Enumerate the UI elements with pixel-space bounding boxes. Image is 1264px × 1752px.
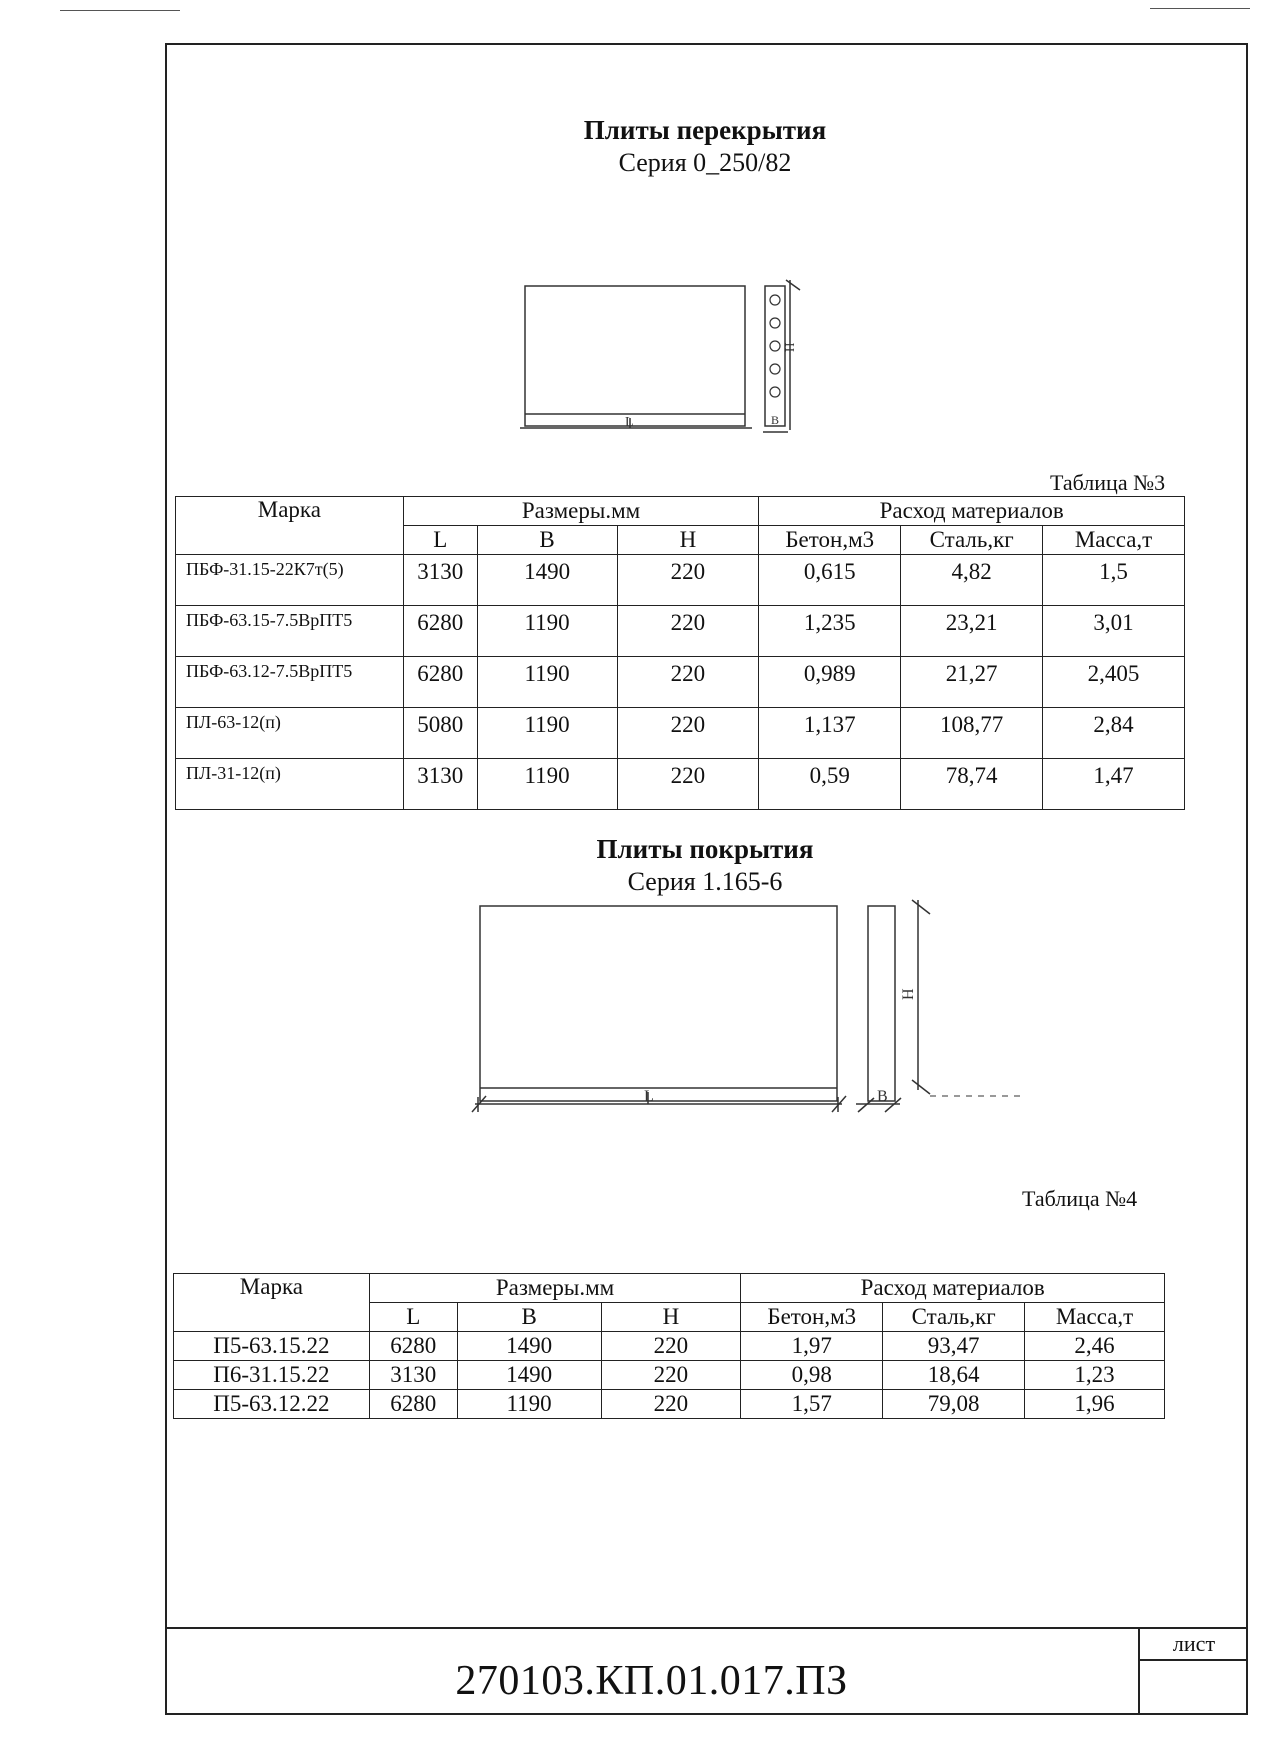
cell-l: 6280 <box>369 1390 457 1419</box>
table-row <box>174 1361 1165 1390</box>
cell-mark: П6-31.15.22 <box>174 1361 370 1390</box>
dim-label-l2: L <box>644 1088 654 1105</box>
cell-h: 220 <box>601 1390 741 1419</box>
cell-l: 6280 <box>369 1332 457 1361</box>
cell-mark: П5-63.12.22 <box>174 1390 370 1419</box>
header-dims-group: Размеры.мм <box>369 1274 741 1303</box>
header-dims-group: Размеры.мм <box>403 497 759 526</box>
slab-front-view-2 <box>480 906 837 1101</box>
header-steel: Сталь,кг <box>901 526 1043 555</box>
cell-b: 1190 <box>477 657 617 708</box>
cell-concrete: 0,989 <box>759 657 901 708</box>
header-mark: Марка <box>176 497 404 555</box>
section2-series: Серия 1.165-6 <box>627 867 783 896</box>
table-4 <box>173 1273 1165 1419</box>
cell-h: 220 <box>617 759 759 810</box>
dim-label-b1: B <box>771 413 780 427</box>
header-l: L <box>403 526 477 555</box>
cell-b: 1490 <box>457 1361 601 1390</box>
cell-l: 5080 <box>403 708 477 759</box>
cell-b: 1490 <box>477 555 617 606</box>
cell-mass: 1,96 <box>1025 1390 1165 1419</box>
slab-side-view-2 <box>868 906 895 1101</box>
cell-steel: 93,47 <box>883 1332 1025 1361</box>
cell-concrete: 1,97 <box>741 1332 883 1361</box>
sheet-label: лист <box>1140 1629 1248 1661</box>
table4-caption: Таблица №4 <box>1022 1186 1138 1211</box>
header-l: L <box>369 1303 457 1332</box>
cell-steel: 78,74 <box>901 759 1043 810</box>
cell-steel: 21,27 <box>901 657 1043 708</box>
cell-mass: 2,84 <box>1043 708 1185 759</box>
dim-label-l1: L <box>625 415 634 430</box>
header-mass: Масса,т <box>1025 1303 1165 1332</box>
cell-mass: 3,01 <box>1043 606 1185 657</box>
table-row <box>174 1390 1165 1419</box>
dim-label-b2: B <box>877 1088 888 1105</box>
cell-l: 3130 <box>403 555 477 606</box>
cell-l: 3130 <box>403 759 477 810</box>
cell-mark: ПБФ-63.12-7.5ВрПТ5 <box>176 657 404 708</box>
header-h: H <box>601 1303 741 1332</box>
cell-h: 220 <box>601 1332 741 1361</box>
cell-mark: ПБФ-63.15-7.5ВрПТ5 <box>176 606 404 657</box>
cell-b: 1190 <box>477 606 617 657</box>
section1-title: Плиты перекрытия <box>583 115 827 145</box>
header-materials-group: Расход материалов <box>741 1274 1165 1303</box>
cell-mark: П5-63.15.22 <box>174 1332 370 1361</box>
cell-mass: 1,47 <box>1043 759 1185 810</box>
cell-b: 1190 <box>477 708 617 759</box>
cell-b: 1190 <box>457 1390 601 1419</box>
cell-l: 3130 <box>369 1361 457 1390</box>
cell-mark: ПЛ-31-12(п) <box>176 759 404 810</box>
cell-h: 220 <box>617 606 759 657</box>
cell-steel: 23,21 <box>901 606 1043 657</box>
cell-h: 220 <box>601 1361 741 1390</box>
cell-h: 220 <box>617 555 759 606</box>
cell-h: 220 <box>617 708 759 759</box>
cell-mass: 2,405 <box>1043 657 1185 708</box>
cell-steel: 108,77 <box>901 708 1043 759</box>
cell-concrete: 0,615 <box>759 555 901 606</box>
header-concrete: Бетон,м3 <box>741 1303 883 1332</box>
cell-h: 220 <box>617 657 759 708</box>
cell-concrete: 1,235 <box>759 606 901 657</box>
header-b: B <box>457 1303 601 1332</box>
section2-title: Плиты покрытия <box>596 834 814 864</box>
cell-mark: ПЛ-63-12(п) <box>176 708 404 759</box>
cell-b: 1190 <box>477 759 617 810</box>
cell-steel: 79,08 <box>883 1390 1025 1419</box>
cell-mass: 2,46 <box>1025 1332 1165 1361</box>
header-b: B <box>477 526 617 555</box>
header-concrete: Бетон,м3 <box>759 526 901 555</box>
section1-series: Серия 0_250/82 <box>618 148 792 177</box>
cell-mass: 1,23 <box>1025 1361 1165 1390</box>
table-row <box>174 1332 1165 1361</box>
cell-l: 6280 <box>403 657 477 708</box>
cell-mark: ПБФ-31.15-22К7т(5) <box>176 555 404 606</box>
table3-caption: Таблица №3 <box>1050 470 1166 495</box>
dim-label-h2: H <box>900 988 917 1000</box>
header-mass: Масса,т <box>1043 526 1185 555</box>
title-block <box>165 1627 1248 1715</box>
header-materials-group: Расход материалов <box>759 497 1185 526</box>
cell-concrete: 0,59 <box>759 759 901 810</box>
cell-mass: 1,5 <box>1043 555 1185 606</box>
dim-label-h1: H <box>782 342 797 352</box>
cell-concrete: 1,137 <box>759 708 901 759</box>
header-h: H <box>617 526 759 555</box>
cell-l: 6280 <box>403 606 477 657</box>
header-steel: Сталь,кг <box>883 1303 1025 1332</box>
cell-steel: 18,64 <box>883 1361 1025 1390</box>
sheet-cell <box>1138 1629 1248 1715</box>
header-mark: Марка <box>174 1274 370 1332</box>
cell-b: 1490 <box>457 1332 601 1361</box>
cell-concrete: 0,98 <box>741 1361 883 1390</box>
cell-concrete: 1,57 <box>741 1390 883 1419</box>
document-code: 270103.КП.01.017.ПЗ <box>455 1658 848 1704</box>
cell-steel: 4,82 <box>901 555 1043 606</box>
